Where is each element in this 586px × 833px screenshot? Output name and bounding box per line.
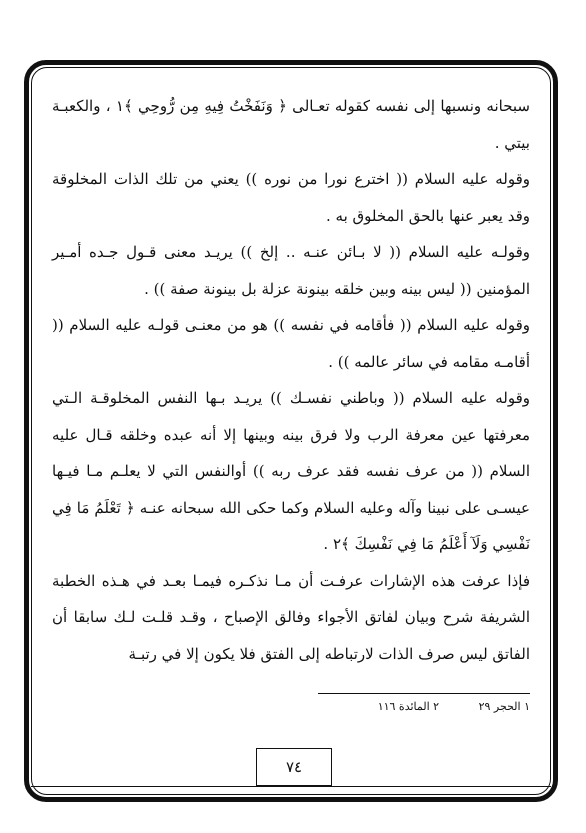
page-number: ٧٤ [256,748,332,786]
footnote-separator [318,693,530,694]
paragraph-6: فإذا عرفت هذه الإشارات عرفـت أن مـا نذكـره فيمـا بعـد في هـذه الخطبة الشريفة شرح وبيان لفاتق الأجواء وفالق الإصباح ، وقـد قلـت لـك سابقا أن الفاتق ليس صرف الذات لارتباطه إلى الفتق فلا يكون إلا في رتبـة [52,571,530,663]
body-text [52,88,530,672]
page-number-baseline [31,786,551,787]
footnotes [300,700,530,713]
footnote-1: ١ الحجر ٢٩ [478,700,530,713]
footnote-2: ٢ المائدة ١١٦ [377,700,440,713]
paragraph-2: وقوله عليه السلام (( اخترع نورا من نوره )) يعني من تلك الذات المخلوقة وقد يعبر عنها بالحق المخلوق به . [52,170,530,225]
paragraph-4: وقوله عليه السلام (( فأقامه في نفسه )) هو من معنـى قولـه عليه السلام (( أقامـه مقامه في سائر عالمه )) . [52,316,530,371]
paragraph-3: وقولـه عليه السلام (( لا بـائن عنـه .. إلخ )) يريـد معنى قـول جـده أمـير المؤمنين (( ليس بينه وبين خلقه بينونة عزلة بل بينونة صفة )) . [52,243,530,298]
paragraph-1: سبحانه ونسبها إلى نفسه كقوله تعـالى ﴿ وَنَفَخْتُ فِيهِ مِن رُّوحِي ﴾١ ، والكعبـة بيتي . [52,97,530,152]
paragraph-5: وقوله عليه السلام (( وباطني نفسـك )) يريـد بـها النفس المخلوقـة الـتي معرفتها عين معرفة الرب ولا فرق بينه وبينها إلا أنه عبده وخلقه قـال عليه السلام (( من عرف نفسه فقد عرف ربه )) أوالنفس التي لا يعلـم مـا فيـها عيسـى على نبينا وآله وعليه السلام وكما حكى الله سبحانه عنـه ﴿ تَعْلَمُ مَا فِي نَفْسِي وَلَآ أَعْلَمُ مَا فِي نَفْسِكَ ﴾٢ . [52,389,530,553]
